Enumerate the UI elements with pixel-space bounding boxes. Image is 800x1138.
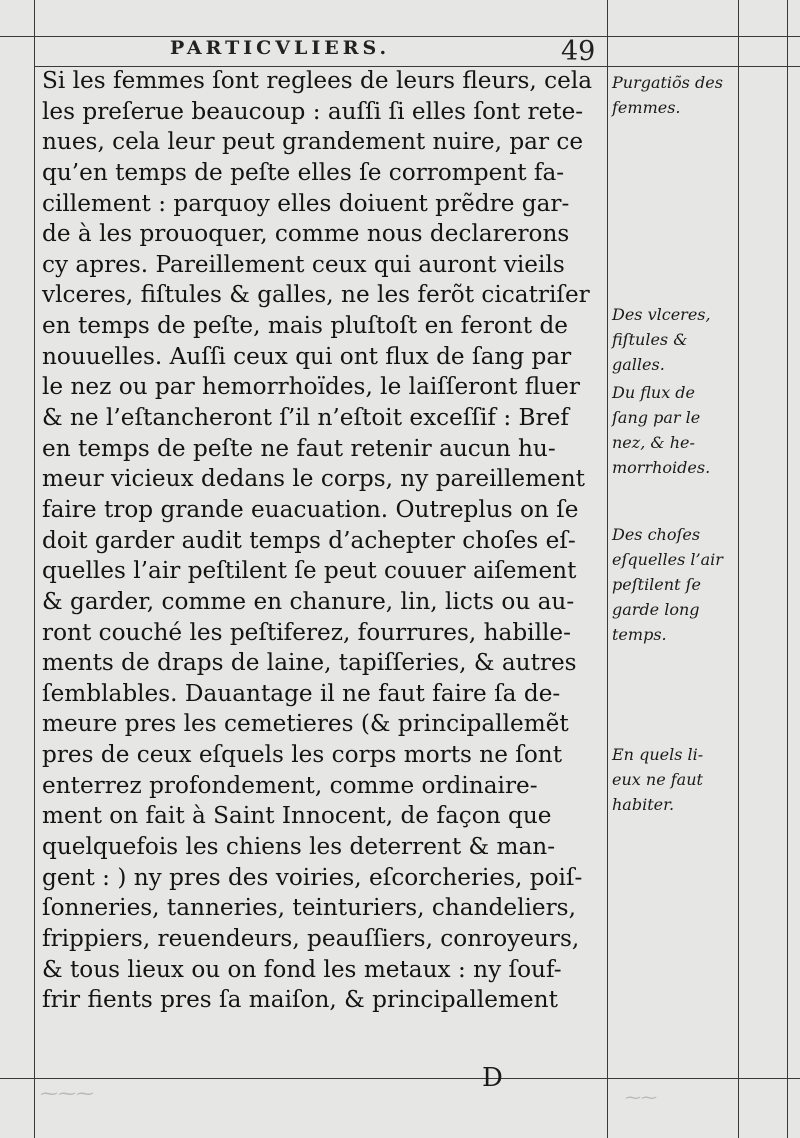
text-line: de à les prouoquer, comme nous declarerons (42, 219, 570, 248)
outer-right-rule (787, 0, 788, 1138)
margin-note-line: temps. (612, 625, 667, 644)
text-line: frippiers, reuendeurs, peauſſiers, conroyeurs, (42, 923, 580, 952)
margin-note-line: peſtilent ſe (612, 575, 701, 594)
margin-note-line: Des vlceres, (612, 305, 711, 324)
text-line: faire trop grande euacuation. Outreplus on ſe (42, 494, 579, 523)
body-text (42, 65, 612, 1015)
text-line: quelquefois les chiens les deterrent & man- (42, 832, 556, 861)
text-line: pres de ceux eſquels les corps morts ne ſont (42, 740, 563, 769)
text-line: cy apres. Pareillement ceux qui auront vieils (42, 249, 565, 278)
margin-note-line: morrhoides. (612, 458, 711, 477)
text-line: quelles l’air peſtilent ſe peut couuer aiſement (42, 556, 577, 585)
margin-note (612, 302, 711, 377)
text-line: ments de draps de laine, tapiſſeries, & autres (42, 648, 577, 677)
page-number: 49 (561, 36, 596, 67)
bottom-rule (0, 1078, 800, 1079)
margin-note-line: habiter. (612, 795, 675, 814)
text-line: qu’en temps de peſte elles ſe corrompent fa- (42, 157, 565, 186)
running-head: PARTICVLIERS. (170, 37, 391, 59)
margin-note-line: femmes. (612, 98, 681, 117)
margin-note-line: Purgatiõs des (612, 73, 723, 92)
margin-note-line: Du flux de (612, 383, 696, 402)
margin-note-line: garde long (612, 600, 700, 619)
text-line: & garder, comme en chanure, lin, licts ou au- (42, 586, 575, 615)
text-line: ront couché les peſtiferez, fourrures, habille- (42, 617, 571, 646)
text-line: cillement : parquoy elles doiuent prẽdre gar- (42, 188, 570, 217)
left-rule (34, 0, 35, 1138)
text-line: ſemblables. Dauantage il ne faut faire ſa de- (42, 678, 561, 707)
text-line: les preſerue beaucoup : auſſi ſi elles ſont rete- (42, 96, 584, 125)
margin-note-line: nez, & he- (612, 433, 695, 452)
margin-note-line: En quels li- (612, 745, 704, 764)
text-line: nues, cela leur peut grandement nuire, par ce (42, 127, 584, 156)
margin-note (612, 380, 710, 480)
margin-note (612, 70, 723, 120)
text-line: & ne l’eſtancheront ſ’il n’eſtoit exceſſif : Bref (42, 403, 569, 432)
margin-note-line: eux ne faut (612, 770, 703, 789)
show-through-artifact: ⁓⁓ (625, 1088, 657, 1107)
margin-note-line: galles. (612, 355, 665, 374)
text-line: doit garder audit temps d’achepter choſes eſ- (42, 525, 576, 554)
margin-note (612, 742, 703, 817)
text-line: nouuelles. Auſſi ceux qui ont flux de ſang par (42, 341, 572, 370)
show-through-artifact: ⁓⁓⁓ (40, 1083, 94, 1104)
text-line: ſonneries, tanneries, teinturiers, chandeliers, (42, 893, 576, 922)
text-line: en temps de peſte, mais pluſtoſt en feront de (42, 311, 569, 340)
signature-mark: D (482, 1063, 503, 1093)
margin-note-line: ſang par le (612, 408, 701, 427)
margin-note-line: eſquelles l’air (612, 550, 723, 569)
text-line: frir fients pres ſa maiſon, & principallement (42, 985, 558, 1014)
text-line: en temps de peſte ne faut retenir aucun hu- (42, 433, 556, 462)
text-line: Si les femmes ſont reglees de leurs fleurs, cela (42, 66, 593, 94)
text-line: meure pres les cemetieres (& principallemẽt (42, 709, 569, 738)
text-line: meur vicieux dedans le corps, ny pareillement (42, 464, 585, 493)
margin-note (612, 522, 723, 647)
text-line: vlceres, fiſtules & galles, ne les ferõt cicatriſer (42, 280, 590, 309)
text-line: ment on fait à Saint Innocent, de façon que (42, 801, 552, 830)
text-line: gent : ) ny pres des voiries, eſcorcheries, poiſ- (42, 862, 583, 891)
text-line: le nez ou par hemorrhoïdes, le laiſſeront fluer (42, 372, 580, 401)
text-line: enterrez profondement, comme ordinaire- (42, 770, 538, 799)
margin-note-line: fiſtules & (612, 330, 688, 349)
margin-note-line: Des choſes (612, 525, 701, 544)
text-line: & tous lieux ou on fond les metaux : ny ſouf- (42, 954, 562, 983)
top-rule (0, 36, 800, 37)
margin-right-rule (738, 0, 739, 1138)
